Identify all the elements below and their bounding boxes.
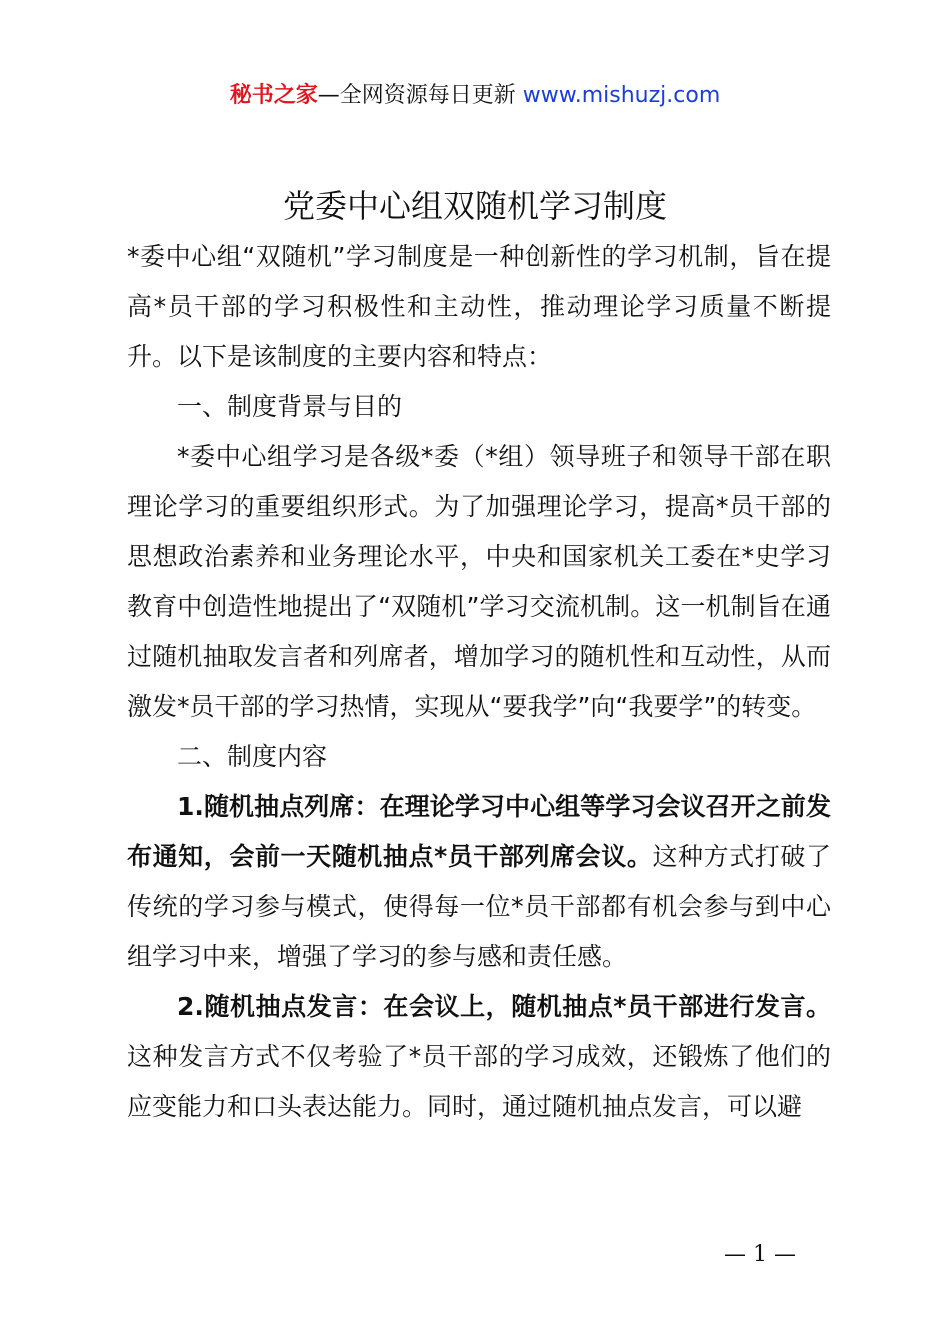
document-body: [127, 232, 831, 1132]
item-random-attendance-lead: 1.随机抽点列席：在理论学习中心组等学习会议召开之前发布通知，会前一天随机抽点*员干部列席会议。: [127, 792, 831, 871]
item-random-speech-lead: 2.随机抽点发言：在会议上，随机抽点*员干部进行发言。: [177, 992, 831, 1021]
document-title: 党委中心组双随机学习制度: [282, 187, 667, 225]
intro-paragraph: *委中心组“双随机”学习制度是一种创新性的学习机制，旨在提高*员干部的学习积极性和主动性，推动理论学习质量不断提升。以下是该制度的主要内容和特点：: [127, 242, 831, 371]
item-random-speech-text: 这种发言方式不仅考验了*员干部的学习成效，还锻炼了他们的应变能力和口头表达能力。同时，通过随机抽点发言，可以避: [127, 1042, 831, 1121]
item-random-attendance: [127, 782, 831, 982]
page-number: — 1 —: [724, 1242, 796, 1267]
section-heading-content: 二、制度内容: [177, 742, 328, 771]
site-brand: 秘书之家: [229, 83, 318, 108]
item-random-speech: [127, 982, 831, 1132]
background-paragraph: *委中心组学习是各级*委（*组）领导班子和领导干部在职理论学习的重要组织形式。为了加强理论学习，提高*员干部的思想政治素养和业务理论水平，中央和国家机关工委在*史学习教育中创造性地提出了“双随机”学习交流机制。这一机制旨在通过随机抽取发言者和列席者，增加学习的随机性和互动性，从而激发*员干部的学习热情，实现从“要我学”向“我要学”的转变。: [127, 442, 831, 721]
section-heading-background: 一、制度背景与目的: [177, 392, 403, 421]
site-header: [0, 80, 950, 112]
site-slogan: —全网资源每日更新: [317, 83, 523, 108]
site-url[interactable]: www.mishuzj.com: [522, 83, 721, 108]
item-random-attendance-text: 这种方式打破了传统的学习参与模式，使得每一位*员干部都有机会参与到中心组学习中来，增强了学习的参与感和责任感。: [127, 842, 831, 971]
